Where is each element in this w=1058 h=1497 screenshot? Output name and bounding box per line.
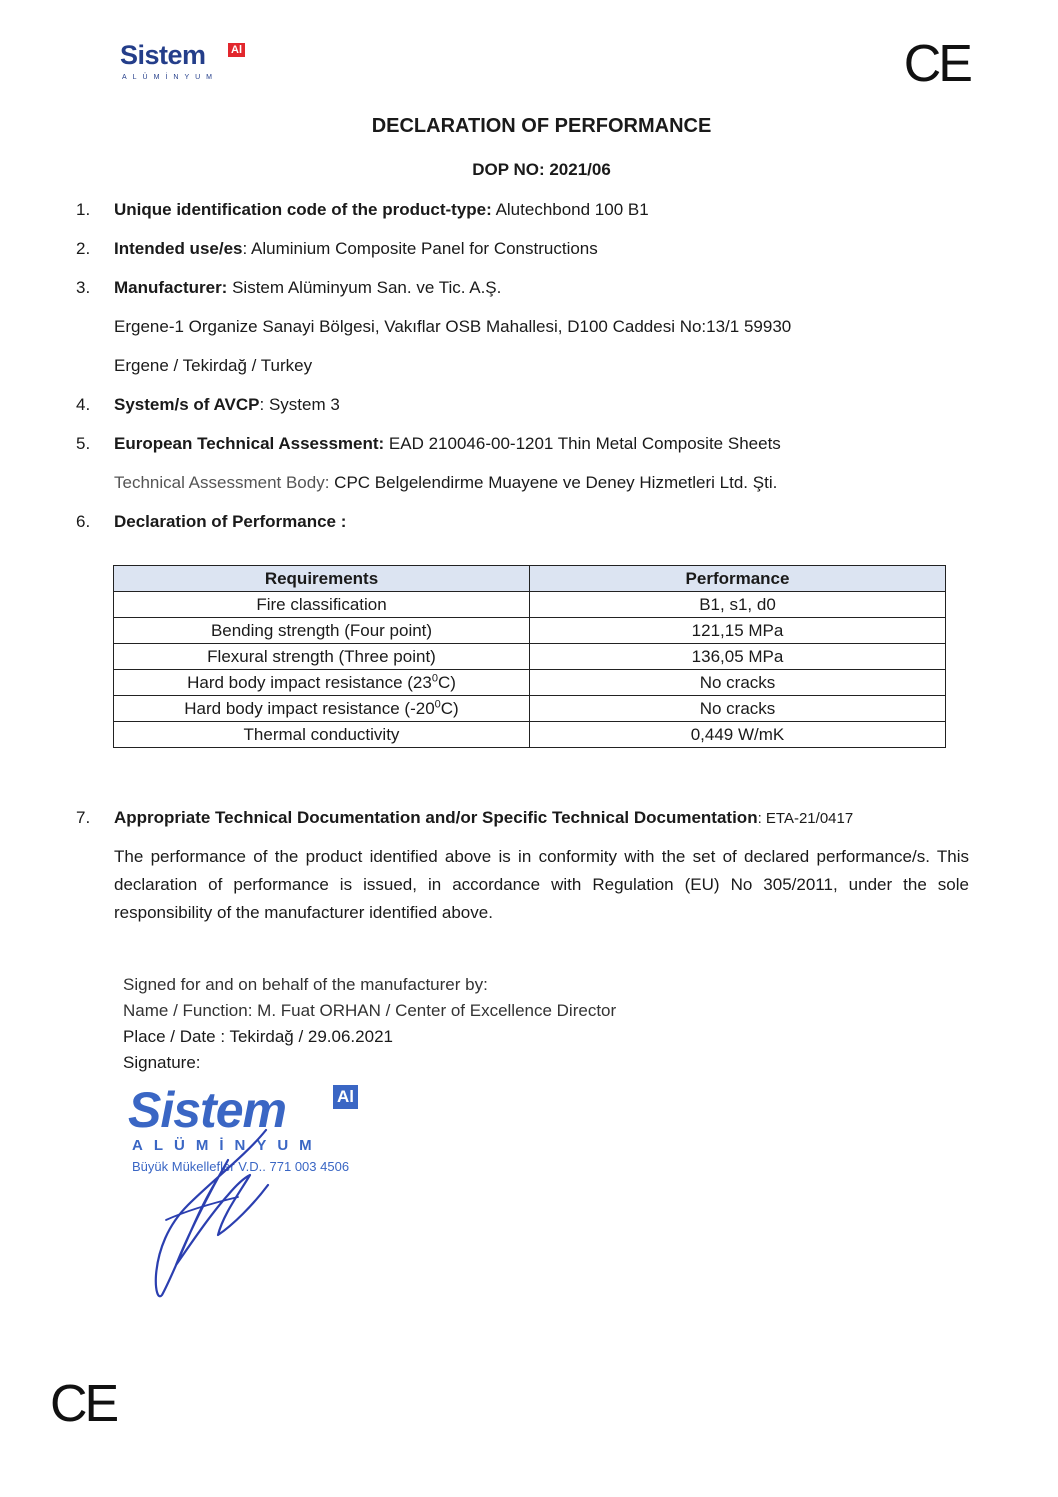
item-label: Appropriate Technical Documentation and/or Specific Technical Documentation bbox=[114, 808, 758, 827]
table-cell: 121,15 MPa bbox=[530, 618, 946, 644]
item-number: 5. bbox=[76, 434, 91, 453]
item-7 bbox=[76, 807, 853, 830]
cell-text: Hard body impact resistance (-20 bbox=[184, 699, 435, 718]
table-row bbox=[114, 696, 946, 722]
item-value: EAD 210046-00-1201 Thin Metal Composite Sheets bbox=[384, 434, 781, 453]
item-label: Declaration of Performance : bbox=[114, 512, 347, 531]
table-row bbox=[114, 670, 946, 696]
item-label: European Technical Assessment: bbox=[114, 434, 385, 453]
stamp-subtitle: ALÜMİNYUM bbox=[132, 1137, 323, 1154]
table-header: Requirements bbox=[114, 566, 530, 592]
item-number: 4. bbox=[76, 395, 91, 414]
table-row bbox=[114, 592, 946, 618]
item-1 bbox=[76, 199, 649, 221]
item-label: Unique identification code of the product-type: bbox=[114, 200, 492, 219]
performance-table bbox=[113, 565, 946, 748]
table-cell: Bending strength (Four point) bbox=[114, 618, 530, 644]
conformity-paragraph: The performance of the product identified above is in conformity with the set of declared performance/s. This declaration of performance is issued, in accordance with Regulation (EU) No 305/2011, under the sole responsibility of the manufacturer identified above. bbox=[114, 847, 969, 922]
table-header-row bbox=[114, 566, 946, 592]
item-value: : ETA-21/0417 bbox=[757, 810, 854, 827]
assessment-body-value: CPC Belgelendirme Muayene ve Deney Hizmetleri Ltd. Şti. bbox=[329, 473, 778, 492]
signed-for-line: Signed for and on behalf of the manufacturer by: bbox=[123, 975, 488, 994]
stamp-badge: Al bbox=[333, 1085, 358, 1109]
logo-badge: Al bbox=[228, 43, 245, 57]
table-cell bbox=[114, 696, 530, 722]
ce-mark-icon: CE bbox=[50, 1375, 117, 1433]
document-title: DECLARATION OF PERFORMANCE bbox=[371, 115, 712, 137]
logo-subtitle: ALÜMİNYUM bbox=[122, 74, 219, 81]
item-2 bbox=[76, 238, 598, 260]
place-date-line: Place / Date : Tekirdağ / 29.06.2021 bbox=[123, 1027, 393, 1046]
cell-text: Hard body impact resistance (23 bbox=[187, 673, 432, 692]
ce-mark-icon: CE bbox=[903, 35, 970, 93]
table-row bbox=[114, 644, 946, 670]
item-number: 2. bbox=[76, 239, 91, 258]
company-logo bbox=[120, 40, 260, 90]
table-cell: Fire classification bbox=[114, 592, 530, 618]
item-6 bbox=[76, 511, 346, 533]
company-stamp bbox=[128, 1082, 408, 1325]
item-number: 7. bbox=[76, 808, 91, 827]
item-5 bbox=[76, 433, 781, 455]
table-cell: No cracks bbox=[530, 696, 946, 722]
table-cell: 136,05 MPa bbox=[530, 644, 946, 670]
degree-sup: 0 bbox=[434, 698, 441, 711]
assessment-body-line bbox=[114, 472, 777, 494]
dop-number: DOP NO: 2021/06 bbox=[472, 160, 611, 179]
item-value: Sistem Alüminyum San. ve Tic. A.Ş. bbox=[227, 278, 502, 297]
item-value: : Aluminium Composite Panel for Constructions bbox=[242, 239, 598, 258]
manufacturer-address-line: Ergene-1 Organize Sanayi Bölgesi, Vakıflar OSB Mahallesi, D100 Caddesi No:13/1 59930 bbox=[114, 317, 792, 336]
table-cell: B1, s1, d0 bbox=[530, 592, 946, 618]
name-function-line: Name / Function: M. Fuat ORHAN / Center of Excellence Director bbox=[123, 1001, 617, 1020]
signature-label: Signature: bbox=[123, 1053, 201, 1072]
table-row bbox=[114, 618, 946, 644]
manufacturer-city-line: Ergene / Tekirdağ / Turkey bbox=[114, 356, 313, 375]
item-label: Manufacturer: bbox=[114, 278, 228, 297]
table-row bbox=[114, 722, 946, 748]
stamp-tax-line: Büyük Mükellefler V.D.. 771 003 4506 bbox=[132, 1159, 350, 1174]
table-cell: Flexural strength (Three point) bbox=[114, 644, 530, 670]
stamp-name: Sistem bbox=[128, 1082, 286, 1138]
table-cell: No cracks bbox=[530, 670, 946, 696]
item-label: Intended use/es bbox=[114, 239, 243, 258]
item-4 bbox=[76, 394, 340, 416]
item-3 bbox=[76, 277, 501, 299]
handwritten-signature bbox=[128, 1082, 408, 1325]
degree-sup: 0 bbox=[431, 672, 438, 685]
item-label: System/s of AVCP bbox=[114, 395, 260, 414]
item-value: Alutechbond 100 B1 bbox=[491, 200, 649, 219]
table-cell bbox=[114, 670, 530, 696]
table-cell: 0,449 W/mK bbox=[530, 722, 946, 748]
table-header: Performance bbox=[530, 566, 946, 592]
degree-unit: C) bbox=[440, 699, 459, 718]
table-cell: Thermal conductivity bbox=[114, 722, 530, 748]
item-number: 6. bbox=[76, 512, 91, 531]
degree-unit: C) bbox=[437, 673, 456, 692]
item-number: 1. bbox=[76, 200, 91, 219]
logo-wordmark: Sistem bbox=[120, 40, 206, 70]
item-number: 3. bbox=[76, 278, 91, 297]
assessment-body-label: Technical Assessment Body: bbox=[114, 473, 330, 492]
item-value: : System 3 bbox=[259, 395, 340, 414]
